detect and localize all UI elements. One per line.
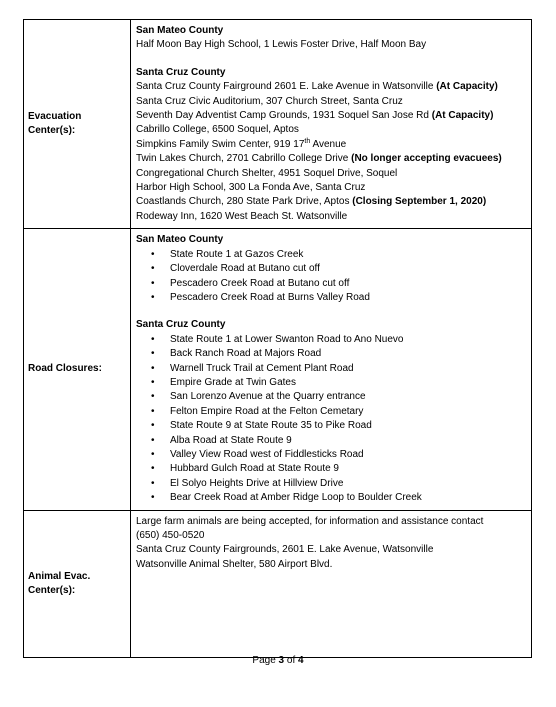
list-item — [136, 390, 525, 404]
bullet-icon: • — [151, 277, 155, 289]
list-item — [136, 262, 525, 276]
closure-text: Alba Road at State Route 9 — [170, 434, 292, 446]
animal-evac-label-line2: Center(s): — [28, 584, 76, 596]
list-item — [136, 462, 525, 476]
animal-evac-content-cell — [131, 510, 532, 657]
closure-text: Warnell Truck Trail at Cement Plant Road — [170, 362, 354, 374]
evacuation-label-line2: Center(s): — [28, 125, 76, 137]
animal-evac-label-line1: Animal Evac. — [28, 570, 91, 582]
list-item — [136, 477, 525, 491]
ordinal-suffix: th — [304, 137, 311, 145]
bullet-icon: • — [151, 448, 155, 460]
list-item — [136, 419, 525, 433]
closure-text: Valley View Road west of Fiddlesticks Road — [170, 448, 364, 460]
closure-text: Pescadero Creek Road at Burns Valley Road — [170, 291, 370, 303]
evac-santa-cruz-line — [136, 138, 525, 152]
bullet-icon: • — [151, 248, 155, 260]
page-number — [0, 654, 556, 668]
closure-text: Bear Creek Road at Amber Ridge Loop to Boulder Creek — [170, 492, 422, 504]
closure-text: Pescadero Creek Road at Butano cut off — [170, 277, 350, 289]
bullet-icon: • — [151, 333, 155, 345]
bullet-icon: • — [151, 348, 155, 360]
bullet-icon: • — [151, 477, 155, 489]
closure-text: State Route 1 at Lower Swanton Road to Ano Nuevo — [170, 333, 404, 345]
evac-san-mateo-heading: San Mateo County — [136, 25, 224, 36]
spacer — [136, 305, 525, 318]
list-item — [136, 491, 525, 505]
animal-evac-line: Watsonville Animal Shelter, 580 Airport Blvd. — [136, 558, 333, 570]
closure-text: State Route 9 at State Route 35 to Pike Road — [170, 420, 372, 432]
page-total: 4 — [298, 655, 304, 666]
bullet-icon: • — [151, 492, 155, 504]
evacuation-content-cell — [131, 20, 532, 229]
evac-santa-cruz-line — [136, 195, 525, 209]
evac-status-note: (No longer accepting evacuees) — [351, 153, 502, 165]
road-santa-cruz-list — [136, 333, 525, 506]
bullet-icon: • — [151, 434, 155, 446]
road-closures-content-cell — [131, 229, 532, 510]
road-closures-label-cell — [24, 229, 131, 510]
road-san-mateo-list — [136, 248, 525, 306]
closure-text: State Route 1 at Gazos Creek — [170, 248, 304, 260]
animal-evac-phone: (650) 450-0520 — [136, 530, 205, 541]
closure-text: Hubbard Gulch Road at State Route 9 — [170, 463, 339, 475]
list-item — [136, 405, 525, 419]
page-mid: of — [284, 655, 299, 666]
bullet-icon: • — [151, 291, 155, 303]
list-item — [136, 347, 525, 361]
evac-status-note: (Closing September 1, 2020) — [352, 196, 487, 208]
bullet-icon: • — [151, 391, 155, 403]
closure-text: El Solyo Heights Drive at Hillview Drive — [170, 477, 344, 489]
road-closures-label: Road Closures: — [28, 363, 102, 375]
page-prefix: Page — [252, 655, 279, 666]
evac-line-text: Seventh Day Adventist Camp Grounds, 1931 Soquel San Jose Rd — [136, 110, 432, 122]
animal-evac-label-cell — [24, 510, 131, 657]
closure-text: San Lorenzo Avenue at the Quarry entrance — [170, 391, 366, 403]
evac-santa-cruz-line: Congregational Church Shelter, 4951 Soquel Drive, Soquel — [136, 167, 398, 179]
closure-text: Cloverdale Road at Butano cut off — [170, 263, 320, 275]
evac-santa-cruz-line: Rodeway Inn, 1620 West Beach St. Watsonville — [136, 210, 348, 222]
list-item — [136, 333, 525, 347]
evac-santa-cruz-line: Santa Cruz Civic Auditorium, 307 Church Street, Santa Cruz — [136, 95, 403, 107]
animal-evac-line: Santa Cruz County Fairgrounds, 2601 E. Lake Avenue, Watsonville — [136, 544, 434, 556]
evac-santa-cruz-line — [136, 109, 525, 123]
closure-text: Back Ranch Road at Majors Road — [170, 348, 322, 360]
road-san-mateo-heading: San Mateo County — [136, 234, 224, 246]
road-santa-cruz-heading: Santa Cruz County — [136, 319, 226, 331]
page-current: 3 — [278, 655, 285, 666]
animal-evac-line: Large farm animals are being accepted, for information and assistance contact — [136, 515, 484, 527]
evac-line-text: Avenue — [310, 138, 347, 150]
closure-text: Empire Grade at Twin Gates — [170, 376, 296, 388]
list-item — [136, 448, 525, 462]
evac-santa-cruz-line — [136, 80, 525, 94]
evac-santa-cruz-heading: Santa Cruz County — [136, 66, 226, 78]
evac-santa-cruz-line: Harbor High School, 300 La Fonda Ave, Santa Cruz — [136, 182, 366, 194]
road-closures-row — [24, 229, 532, 510]
evac-line-text: Coastlands Church, 280 State Park Drive, Aptos — [136, 196, 353, 208]
list-item — [136, 277, 525, 291]
spacer — [136, 53, 525, 66]
evac-santa-cruz-line: Cabrillo College, 6500 Soquel, Aptos — [136, 124, 299, 136]
bullet-icon: • — [151, 376, 155, 388]
evac-line-text: Simpkins Family Swim Center, 919 17 — [136, 138, 305, 150]
evac-line-text: Santa Cruz County Fairground 2601 E. Lake Avenue in Watsonville — [136, 81, 437, 93]
evac-san-mateo-line: Half Moon Bay High School, 1 Lewis Foster Drive, Half Moon Bay — [136, 39, 427, 51]
evac-santa-cruz-line — [136, 152, 525, 166]
evacuation-label-cell — [24, 20, 131, 229]
info-table — [23, 19, 532, 658]
list-item — [136, 291, 525, 305]
bullet-icon: • — [151, 463, 155, 475]
list-item — [136, 362, 525, 376]
bullet-icon: • — [151, 405, 155, 417]
list-item — [136, 248, 525, 262]
evacuation-label-line1: Evacuation — [28, 111, 82, 123]
bullet-icon: • — [151, 263, 155, 275]
closure-text: Felton Empire Road at the Felton Cemetary — [170, 405, 364, 417]
evacuation-row — [24, 20, 532, 229]
evac-line-text: Twin Lakes Church, 2701 Cabrillo College Drive — [136, 153, 352, 165]
evac-status-note: (At Capacity) — [431, 110, 494, 122]
bullet-icon: • — [151, 362, 155, 374]
list-item — [136, 434, 525, 448]
bullet-icon: • — [151, 420, 155, 432]
animal-evac-row — [24, 510, 532, 657]
list-item — [136, 376, 525, 390]
evac-status-note: (At Capacity) — [436, 81, 498, 93]
